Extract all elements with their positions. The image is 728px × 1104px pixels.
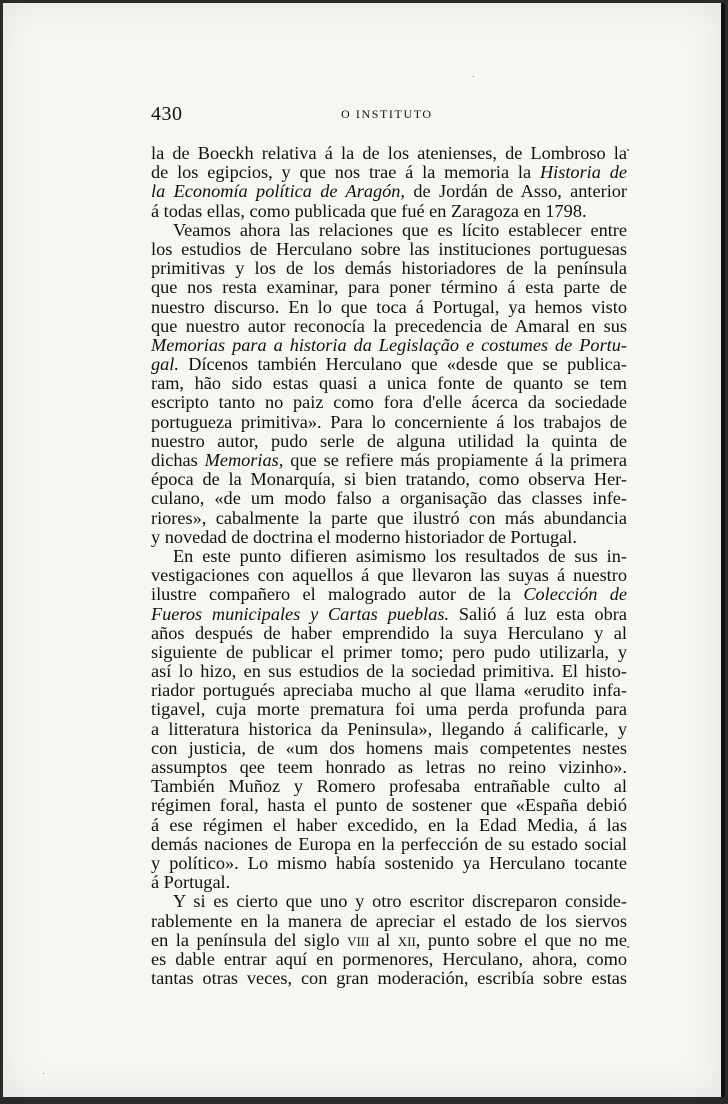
- text-run: En este punto difieren asimismo los resultados de sus in-: [173, 545, 627, 566]
- text-line: [151, 413, 627, 432]
- text-run: de Jordán de Asso, anterior: [404, 181, 628, 202]
- text-line: [151, 854, 627, 873]
- running-title: O INSTITUTO: [341, 107, 433, 121]
- text-run: es dable entrar aquí en pormenores, Herculano, ahora, como: [151, 948, 627, 969]
- text-line: [151, 298, 627, 317]
- text-line: [151, 758, 627, 777]
- text-run: que nos resta examinar, para poner término á esta parte de: [151, 277, 627, 298]
- italic-text: Memorias para a historia da Legislação e costumes de Portu-: [151, 334, 627, 355]
- text-line: [151, 144, 627, 163]
- text-line: [151, 489, 627, 508]
- text-run: en la península del siglo: [151, 929, 348, 950]
- text-line: [151, 777, 627, 796]
- text-run: á ese régimen el haber excedido, en la Edad Media, á las: [151, 814, 627, 835]
- text-run: ram, hão sido estas quasi a unica fonte de quanto se tem: [151, 373, 627, 394]
- text-run: Veamos ahora las relaciones que es lícito establecer entre: [173, 219, 627, 240]
- text-line: [151, 931, 627, 950]
- text-line: [151, 835, 627, 854]
- text-line: [151, 355, 627, 374]
- text-run: portugueza primitiva». Para lo concerniente á los trabajos de: [151, 411, 627, 432]
- text-line: [151, 470, 627, 489]
- text-line: [151, 700, 627, 719]
- roman-numeral: xii: [397, 929, 416, 950]
- text-line: [151, 374, 627, 393]
- text-run: ilustre compañero el malogrado autor de la: [151, 584, 524, 605]
- text-run: escripto tanto no paiz como fora d'elle ácerca da sociedade: [151, 392, 627, 413]
- text-line: [151, 240, 627, 259]
- text-line: [151, 393, 627, 412]
- text-run: siguiente de publicar el primer tomo; pero pudo utilizarla, y: [151, 641, 627, 662]
- text-run: la de Boeckh relativa á la de los atenienses, de Lombroso la: [151, 143, 627, 163]
- text-run: que se refiere más propiamente á la primera: [283, 450, 627, 470]
- text-run: También Muñoz y Romero profesaba entrañable culto al: [151, 776, 627, 797]
- text-run: tigavel, cuja morte prematura foi uma perda profunda para: [151, 699, 627, 720]
- text-run: assumptos qee teem honrado as letras no reino vizinho».: [151, 757, 627, 777]
- text-line: [151, 278, 627, 297]
- paper-speck: [473, 76, 474, 77]
- text-line: [151, 624, 627, 643]
- text-run: á Portugal.: [151, 872, 231, 893]
- page-number: 430: [151, 103, 183, 125]
- italic-text: Colección de: [523, 584, 627, 605]
- text-line: [151, 873, 627, 892]
- text-line: [151, 662, 627, 681]
- text-run: nuestro discurso. En lo que toca á Portugal, ya hemos visto: [151, 296, 627, 317]
- text-run: vestigaciones con aquellos á que llevaron las suyas á nuestro: [151, 565, 627, 586]
- text-line: [151, 202, 627, 221]
- text-run: así lo hizo, en sus estudios de la sociedad primitiva. El histo-: [151, 661, 627, 682]
- text-run: con justicia, de «um dos homens mais competentes nestes: [151, 737, 627, 758]
- text-run: Salió á luz esta obra: [449, 603, 627, 624]
- page-header: [151, 103, 627, 127]
- italic-text: Memorias,: [204, 450, 284, 470]
- italic-text: Historia de: [539, 162, 627, 183]
- text-run: que nuestro autor reconocía la precedencia de Amaral en sus: [151, 315, 627, 336]
- italic-text: la Economía política de Aragón,: [151, 181, 405, 202]
- text-run: á todas ellas, como publicada que fué en Zaragoza en 1798.: [151, 200, 587, 221]
- text-line: [151, 912, 627, 931]
- text-line: [151, 547, 627, 566]
- scanned-page: [3, 3, 725, 1097]
- text-line: [151, 509, 627, 528]
- text-run: y político». Lo mismo había sostenido ya Herculano tocante: [151, 852, 627, 873]
- text-run: los estudios de Herculano sobre las instituciones portuguesas: [151, 238, 627, 259]
- text-line: [151, 739, 627, 758]
- text-run: rablemente en la manera de apreciar el estado de los siervos: [151, 910, 627, 931]
- text-line: [151, 432, 627, 451]
- text-line: [151, 182, 627, 201]
- text-line: [151, 163, 627, 182]
- paper-speck: [43, 1073, 44, 1074]
- text-run: culano, «de um modo falso a organisação das classes infe-: [151, 488, 627, 509]
- text-line: [151, 566, 627, 585]
- text-line: [151, 336, 627, 355]
- text-run: nuestro autor, pudo serle de alguna utilidad la quinta de: [151, 430, 627, 451]
- text-run: dichas: [151, 450, 205, 470]
- text-line: [151, 892, 627, 911]
- text-line: [151, 317, 627, 336]
- text-run: a litteratura historica da Peninsula», llegando á calificarle, y: [151, 718, 627, 739]
- text-run: época de la Monarquía, si bien tratando, como observa Her-: [151, 469, 627, 490]
- paper-speck: [627, 149, 629, 151]
- text-line: [151, 950, 627, 969]
- text-run: , punto sobre el que no me: [415, 929, 627, 950]
- text-line: [151, 259, 627, 278]
- text-run: tantas otras veces, con gran moderación, escribía sobre estas: [151, 968, 627, 989]
- italic-text: Fueros municipales y Cartas pueblas.: [151, 603, 450, 624]
- text-run: riores», cabalmente la parte que ilustró con más abundancia: [151, 507, 627, 528]
- text-line: [151, 969, 627, 988]
- text-line: [151, 816, 627, 835]
- text-run: Dícenos también Herculano que «desde que se publica-: [178, 354, 627, 375]
- text-run: demás naciones de Europa en la perfección de su estado social: [151, 833, 627, 854]
- text-line: [151, 221, 627, 240]
- text-run: primitivas y los de los demás historiadores de la península: [151, 258, 627, 279]
- text-run: riador portugués apreciaba mucho al que llama «erudito infa-: [151, 680, 627, 701]
- text-line: [151, 681, 627, 700]
- paper-speck: [627, 946, 629, 948]
- text-line: [151, 605, 627, 624]
- text-line: [151, 643, 627, 662]
- text-line: [151, 585, 627, 604]
- body-text: [151, 144, 627, 988]
- text-run: Y si es cierto que uno y otro escritor discreparon conside-: [173, 891, 627, 912]
- roman-numeral: viii: [347, 929, 370, 950]
- text-run: al: [369, 929, 398, 950]
- text-line: [151, 720, 627, 739]
- text-run: régimen foral, hasta el punto de sostener que «España debió: [151, 795, 627, 816]
- text-run: y novedad de doctrina el moderno historiador de Portugal.: [151, 526, 577, 547]
- text-run: años después de haber emprendido la suya Herculano y al: [151, 622, 627, 643]
- text-line: [151, 451, 627, 470]
- text-run: de los egipcios, y que nos trae á la memoria la: [151, 162, 540, 183]
- text-line: [151, 528, 627, 547]
- text-line: [151, 796, 627, 815]
- italic-text: gal.: [151, 354, 179, 375]
